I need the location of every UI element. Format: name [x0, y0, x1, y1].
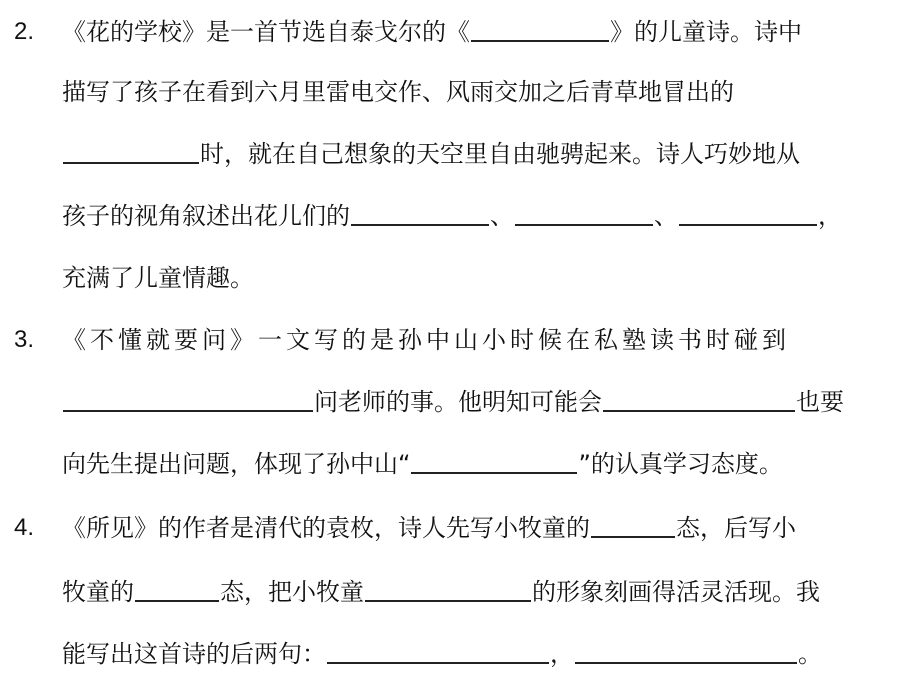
- fill-in-blank[interactable]: [135, 574, 219, 602]
- text-segment: 《所见》的作者是清代的袁枚，诗人先写小牧童的: [62, 514, 590, 542]
- text-segment: ，: [550, 640, 574, 668]
- fill-in-blank[interactable]: [471, 14, 609, 42]
- fill-in-blank[interactable]: [603, 384, 795, 412]
- text-segment: 充满了儿童情趣。: [62, 264, 254, 292]
- fill-in-blank[interactable]: [351, 198, 489, 226]
- question-number: 2.: [14, 18, 35, 45]
- text-segment: 时，就在自己想象的天空里自由驰骋起来。诗人巧妙地从: [200, 140, 800, 168]
- text-segment: 、: [654, 202, 678, 230]
- fill-in-blank[interactable]: [515, 198, 653, 226]
- text-segment: 向先生提出问题，体现了孙中山“: [62, 450, 411, 478]
- fill-in-blank[interactable]: [679, 198, 817, 226]
- question-number: 3.: [14, 326, 35, 353]
- fill-in-blank[interactable]: [591, 510, 675, 538]
- text-segment: 》的儿童诗。诗中: [610, 18, 802, 46]
- text-segment: 孩子的视角叙述出花儿们的: [62, 202, 350, 230]
- fill-in-blank[interactable]: [365, 574, 531, 602]
- fill-in-blank[interactable]: [575, 636, 797, 664]
- text-segment: ，: [818, 202, 842, 230]
- text-segment: 。: [798, 640, 822, 668]
- fill-in-blank[interactable]: [327, 636, 549, 664]
- text-segment: 态，后写小: [676, 514, 796, 542]
- text-segment: 《不懂就要问》一文写的是孙中山小时候在私塾读书时碰到: [62, 326, 790, 354]
- text-segment: 也要: [796, 388, 844, 416]
- text-segment: 、: [490, 202, 514, 230]
- fill-in-blank[interactable]: [63, 136, 199, 164]
- text-segment: 牧童的: [62, 578, 134, 606]
- fill-in-blank[interactable]: [411, 446, 577, 474]
- text-segment: 的形象刻画得活灵活现。我: [532, 578, 820, 606]
- text-segment: 态，把小牧童: [220, 578, 364, 606]
- text-segment: ”的认真学习态度。: [578, 450, 783, 478]
- text-segment: 《花的学校》是一首节选自泰戈尔的《: [62, 18, 470, 46]
- question-number: 4.: [14, 514, 35, 541]
- text-segment: 问老师的事。他明知可能会: [314, 388, 602, 416]
- text-segment: 描写了孩子在看到六月里雷电交作、风雨交加之后青草地冒出的: [62, 78, 734, 106]
- text-segment: 能写出这首诗的后两句：: [62, 640, 326, 668]
- fill-in-blank[interactable]: [63, 384, 313, 412]
